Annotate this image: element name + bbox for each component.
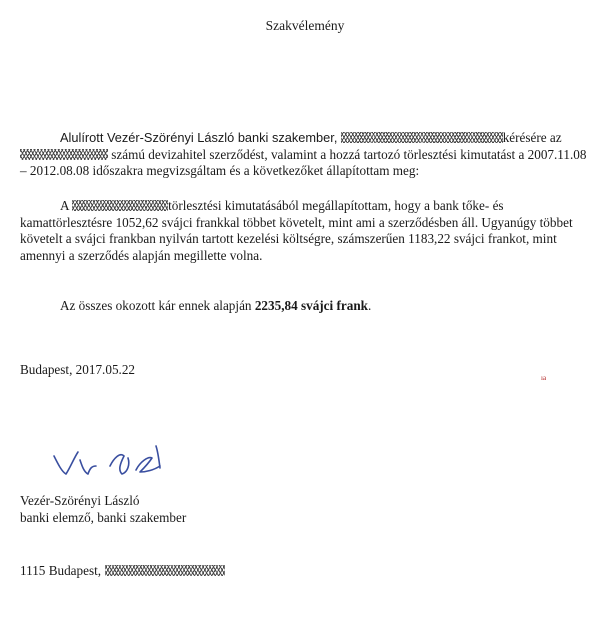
conclusion-text-1: Az összes okozott kár ennek alapján <box>60 298 252 313</box>
paragraph-findings <box>20 198 592 264</box>
signer-role: banki elemző, banki szakember <box>20 510 187 525</box>
redacted-client-name <box>341 132 503 143</box>
findings-text-2: törlesztési kimutatásából megállapítottam, hogy a bank tőke- és kamattörlesztésre 1052,62 svájci frankkal többet követelt, mint ami a szerződésben áll. Ugyanúgy többet követelt a svájci frankban nyilván tartott kezelési költségre, számszerűen 1183,22 svájci frankot, mint amennyi a szerződés alapján megillette volna. <box>20 198 573 263</box>
intro-text-2: számú devizahitel szerződést, valamint a hozzá tartozó törlesztési kimutatást a 2007.11.08 – 2012.08.08 időszakra megvizsgáltam és a következőket állapítottam meg: <box>20 146 587 178</box>
damage-amount: 2235,84 svájci frank <box>254 298 369 313</box>
stray-mark: ıa <box>541 374 547 382</box>
redacted-bank-name <box>72 200 168 211</box>
document-date: Budapest, 2017.05.22 <box>20 362 136 377</box>
signature-image <box>48 436 168 480</box>
intro-lead-text: Alulírott Vezér-Szörényi László banki szakember, <box>60 130 338 145</box>
intro-text-1: kérésére az <box>502 130 562 145</box>
paragraph-intro <box>20 130 592 180</box>
signer-name: Vezér-Szörényi László <box>20 493 140 508</box>
paragraph-conclusion <box>20 298 592 315</box>
conclusion-text-2: . <box>368 298 372 313</box>
document-title: Szakvélemény <box>265 18 345 33</box>
findings-text-1: A <box>60 198 69 213</box>
address-text: 1115 Budapest, <box>20 563 102 578</box>
signer-address <box>20 563 225 579</box>
redacted-street-address <box>105 565 225 576</box>
redacted-contract-number <box>20 149 108 160</box>
